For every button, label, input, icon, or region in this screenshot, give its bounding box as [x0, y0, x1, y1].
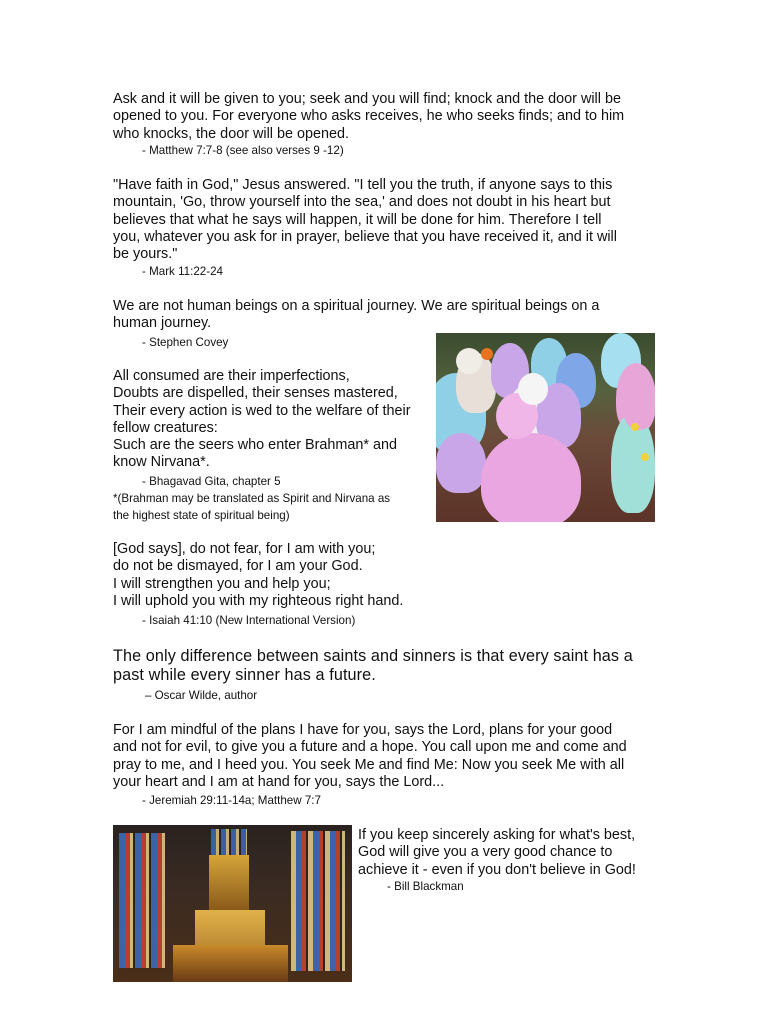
quote-line: your heart and I am at hand for you, says the Lord... [113, 773, 445, 790]
quote-line: opened to you. For everyone who asks receives, he who seeks finds; and to him [113, 108, 625, 125]
quote-line: I will strengthen you and help you; [113, 575, 331, 592]
quote-jeremiah [113, 722, 627, 791]
quote-line: God will give you a very good chance to [358, 844, 613, 861]
quote-line: past while every sinner has a future. [113, 666, 376, 684]
quote-line: know Nirvana*. [113, 454, 210, 471]
quote-wilde [113, 647, 633, 685]
quote-line: achieve it - even if you don't believe in God! [358, 861, 636, 878]
quote-line: do not be dismayed, for I am your God. [113, 558, 363, 575]
quote-line: Ask and it will be given to you; seek and you will find; knock and the door will be [113, 91, 621, 107]
quote-line: For I am mindful of the plans I have for you, says the Lord, plans for your good [113, 722, 613, 738]
quote-line: I will uphold you with my righteous right hand. [113, 592, 404, 609]
quote-line: be yours." [113, 246, 178, 263]
quote-isaiah [113, 541, 403, 610]
footnote-gita [113, 490, 390, 524]
quote-line: All consumed are their imperfections, [113, 368, 350, 384]
quote-line: and not for evil, to give you a future and a hope. You call upon me and come and [113, 739, 627, 756]
quote-line: human journey. [113, 315, 212, 332]
quote-line: Doubts are dispelled, their senses mastered, [113, 385, 398, 402]
quote-line: "Have faith in God," Jesus answered. "I tell you the truth, if anyone says to this [113, 177, 613, 193]
quote-line: Their every action is wed to the welfare of their [113, 402, 411, 419]
attribution-wilde: – Oscar Wilde, author [145, 689, 258, 702]
footnote-line: *(Brahman may be translated as Spirit and Nirvana as [113, 492, 391, 505]
quote-line: If you keep sincerely asking for what's best, [358, 827, 636, 843]
quote-covey [113, 298, 599, 333]
quote-matthew [113, 91, 624, 143]
quote-blackman [358, 827, 636, 879]
quote-line: Such are the seers who enter Brahman* and [113, 437, 397, 454]
attribution-jeremiah: - Jeremiah 29:11-14a; Matthew 7:7 [142, 794, 321, 807]
attribution-blackman: - Bill Blackman [387, 880, 464, 893]
attribution-isaiah: - Isaiah 41:10 (New International Version) [142, 614, 356, 627]
quote-line: mountain, 'Go, throw yourself into the sea,' and does not doubt in his heart but [113, 194, 611, 211]
quote-line: We are not human beings on a spiritual journey. We are spiritual beings on a [113, 298, 600, 314]
quote-line: pray to me, and I heed you. You seek Me and find Me: Now you seek Me with all [113, 756, 625, 773]
quote-line: The only difference between saints and sinners is that every saint has a [113, 647, 633, 665]
quote-line: fellow creatures: [113, 419, 218, 436]
attribution-covey: - Stephen Covey [142, 336, 229, 349]
cathedral-photo [113, 825, 352, 982]
quote-line: [God says], do not fear, for I am with you; [113, 541, 376, 557]
attribution-mark: - Mark 11:22-24 [142, 265, 223, 278]
quote-mark [113, 177, 617, 263]
quote-gita [113, 368, 411, 472]
attribution-matthew: - Matthew 7:7-8 (see also verses 9 -12) [142, 144, 344, 157]
quote-line: you, whatever you ask for in prayer, believe that you have received it, and it will [113, 228, 617, 245]
quote-line: who knocks, the door will be opened. [113, 125, 349, 142]
footnote-line: the highest state of spiritual being) [113, 509, 290, 522]
attribution-gita: - Bhagavad Gita, chapter 5 [142, 475, 281, 488]
quote-line: believes that what he says will happen, it will be done for him. Therefore I tell [113, 211, 602, 228]
statues-photo [436, 333, 655, 522]
